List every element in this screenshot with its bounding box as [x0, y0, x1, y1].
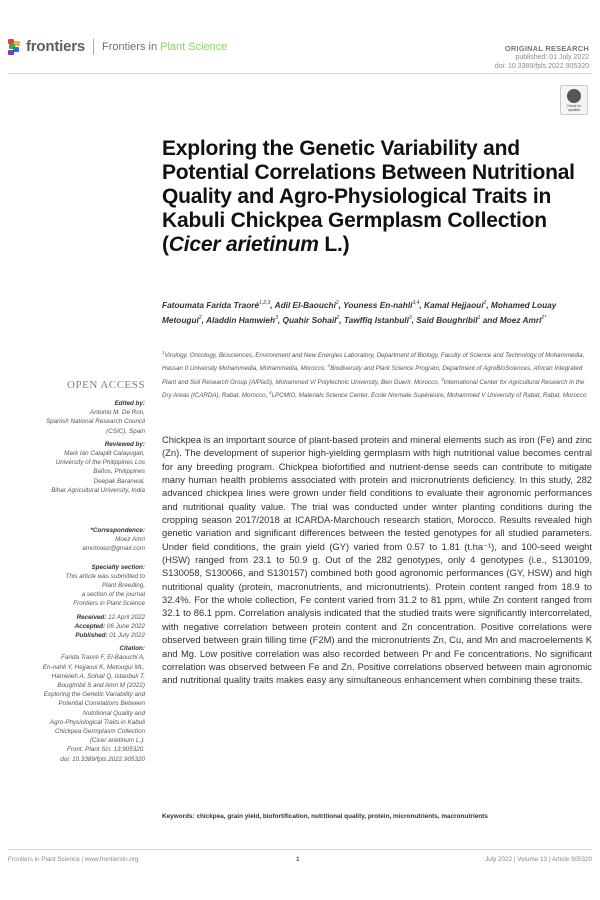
- author[interactable]: Quahir Sohail$^2$: [282, 315, 340, 326]
- author[interactable]: Kamal Hejjaoui$^2$: [424, 299, 487, 310]
- journal-header: [8, 38, 227, 55]
- reviewed-by-list: [8, 449, 145, 495]
- accepted-date: [8, 622, 145, 631]
- specialty-line: a section of the journal: [81, 591, 145, 599]
- author-affiliation-ref: 2: [336, 315, 340, 322]
- author[interactable]: Youness En-nahli$^{3,4}$: [343, 299, 420, 310]
- edited-by-section: [8, 399, 145, 495]
- citation-line: Front. Plant Sci. 13:905320.: [66, 746, 145, 754]
- accepted-label: Accepted:: [74, 622, 106, 630]
- footer-journal[interactable]: Frontiers in Plant Science | www.frontiersin.org: [8, 856, 139, 863]
- check-updates-label: Check for updates: [566, 104, 582, 112]
- citation-label: Citation:: [119, 645, 145, 653]
- author-affiliation-ref: 3: [408, 315, 412, 322]
- article-meta: [495, 44, 589, 71]
- citation-line: Farida Traoré F, El-Baouchi A,: [61, 654, 145, 662]
- correspondence-section: [8, 526, 145, 764]
- citation-line: Nutritional Quality and: [83, 709, 145, 717]
- affiliation-number: 4: [269, 389, 272, 395]
- title-main: Exploring the Genetic Variability and Potential Correlations Between Nutritional Quality and Agro-Physiological Traits in Kabuli Chickpea Germplasm Collection (: [162, 137, 575, 256]
- citation-line: Exploring the Genetic Variability and: [43, 691, 145, 699]
- journal-prefix: Frontiers in: [102, 40, 161, 53]
- header-rule: [8, 73, 592, 74]
- affiliation-number: 2: [327, 363, 331, 369]
- published-date: published: 01 July 2022: [515, 54, 589, 61]
- keywords: [162, 813, 592, 820]
- keywords-label: Keywords:: [162, 813, 197, 820]
- correspondence-label: *Correspondence:: [90, 527, 145, 534]
- editor-line: Spanish National Research Council: [45, 418, 145, 426]
- author-affiliation-ref: 2: [335, 300, 339, 306]
- author-affiliation-ref: 3,4: [412, 300, 420, 306]
- abstract: Chickpea is an important source of plant-based protein and mineral elements such as iron (Fe) and zinc (Zn). The development of superior high-yielding germplasm with high nutritional value becomes central for any breeding program. Chickpea biofortified and nutrient-dense seeds can contribute to mitigate many human health problems associated with protein and micronutrients deficiency. In this study, 282 advanced chickpea lines were grown under field conditions to evaluate their agronomic performances and nutritional quality value. The trial was conducted under winter planting conditions during the cropping season 2017/2018 at ICARDA-Marchouch research station, Morocco. Results revealed high genetic variation and significant differences between the tested genotypes for all studied parameters. Under field conditions, the grain yield (GY) varied from 0.57 to 1.81 (t.ha⁻¹), and 100-seed weight (HSW) ranged from 23.1 to 50.9 g. Out of the 282 genotypes, only 4 genotypes (i.e., S130109, S130058, S130066, and S130157) combined both good agronomic performances (GY, HSW) and high nutritional quality (protein, macronutrients, and micronutrients). Protein content ranged from 18.9 to 32.4%. For the whole collection, Fe content varied from 31.2 to 81 ppm, while Zn content ranged from 32.1 to 86.1 ppm. Correlation analysis indicated that the studied traits were significantly intercorrelated, with negative correlation between protein content and Zn concentration. Positive correlations were observed between grain filling time (F2M) and the micronutrients Zn, Cu, and Mn and macroelements K and Mg. Low positive correlation was also recorded between Pr and Fe concentrations. No significant correlation was observed between Fe and Zn. Positive correlations observed between main agronomic and nutritional quality traits makes easy any simultaneous enhancement when combining these traits.: [162, 434, 592, 686]
- title-end: L.): [318, 233, 350, 256]
- footer-issue: July 2022 | Volume 13 | Article 905320: [485, 856, 592, 863]
- author[interactable]: Adil El-Baouchi$^2$: [274, 299, 339, 310]
- author[interactable]: Moez Amri$^{2*}$: [499, 315, 547, 326]
- journal-accent: Plant Science: [160, 40, 228, 53]
- citation-line: Boughribil S and Amri M (2022): [57, 682, 145, 690]
- received-label: Received:: [76, 613, 107, 621]
- citation-list: [8, 653, 145, 763]
- doi[interactable]: doi: 10.3389/fpls.2022.905320: [494, 63, 589, 70]
- article-type: ORIGINAL RESEARCH: [504, 44, 589, 53]
- specialty-section-list: [8, 572, 145, 609]
- citation-line: doi: 10.3389/fpls.2022.905320: [60, 755, 145, 763]
- correspondence-line: amrimoez@gmail.com: [82, 545, 145, 553]
- reviewer-line: Baños, Philippines: [93, 468, 145, 476]
- affiliation: International Center for Agricultural Research in the Dry Areas (ICARDA), Rabat, Morocco,: [162, 378, 585, 399]
- open-access-label: OPEN ACCESS: [67, 379, 145, 391]
- author[interactable]: Mohamed Louay Metougui$^2$: [162, 299, 557, 326]
- author[interactable]: Tawffiq Istanbuli$^3$: [343, 315, 412, 326]
- specialty-line: Frontiers in Plant Science: [73, 600, 145, 608]
- page-number: 1: [296, 856, 300, 863]
- author[interactable]: Aladdin Hamwieh$^3$: [205, 315, 278, 326]
- reviewer-line: Bihar Agricultural University, India: [51, 486, 145, 494]
- author-list: Fatoumata Farida Traoré$^{1,2,3}$, Adil El-Baouchi$^2$, Youness En-nahli$^{3,4}$, Kamal Hejjaoui$^2$, Mohamed Louay Metougui$^2$, Aladdin Hamwieh$^3$, Quahir Sohail$^2$, Tawffiq Istanbuli$^3$, Said Boughribil$^1$ and Moez Amri$^{2*}$: [162, 299, 557, 326]
- editor-line: (CSIC), Spain: [106, 427, 145, 435]
- citation-line: Agro-Physiological Traits in Kabuli: [49, 718, 145, 726]
- brand-name[interactable]: frontiers: [26, 38, 86, 55]
- published-date-side: [8, 631, 145, 640]
- title-species: Cicer arietinum: [168, 233, 319, 256]
- specialty-line: Plant Breeding,: [101, 582, 145, 590]
- author-affiliation-ref: 2*: [541, 315, 547, 322]
- received-date: [8, 613, 145, 622]
- frontiers-logo-icon: [8, 39, 22, 55]
- edited-by-label: Edited by:: [114, 400, 145, 407]
- received-value: 12 April 2022: [106, 613, 145, 621]
- published-label: Published:: [75, 632, 108, 640]
- reviewer-line: Deepak Baranwal,: [93, 477, 145, 485]
- citation-line: Chickpea Germplasm Collection: [55, 728, 145, 736]
- citation-line: Potential Correlations Between: [58, 700, 145, 708]
- author-affiliation-ref: 2: [483, 300, 487, 306]
- affiliation-number: 3: [441, 376, 444, 382]
- journal-name[interactable]: [102, 41, 227, 53]
- author[interactable]: Fatoumata Farida Traoré$^{1,2,3}$: [162, 299, 271, 310]
- keywords-list: chickpea, grain yield, biofortification, nutritional quality, protein, micronutrients, macronutrients: [196, 813, 488, 820]
- citation-line: Hamwieh A, Sohail Q, Istanbuli T,: [51, 672, 145, 680]
- specialty-line: This article was submitted to: [65, 572, 145, 580]
- affiliation: LPCMIO, Materials Science Center, Ecole Normale Supérieure, Mohammed V University of Rabat, Rabat, Morocco: [271, 391, 587, 399]
- specialty-section-label: Specialty section:: [91, 563, 145, 571]
- accepted-value: 06 June 2022: [105, 622, 145, 630]
- reviewer-line: University of the Philippines Los: [55, 459, 145, 467]
- citation-line: (Cicer arietinum L.).: [89, 737, 145, 745]
- article-title: [162, 137, 592, 257]
- edited-by-list: [8, 408, 145, 436]
- editor-line: Antonio M. De Ron,: [90, 409, 145, 417]
- header-divider: [93, 39, 94, 55]
- check-updates-icon: [567, 89, 581, 103]
- reviewed-by-label: Reviewed by:: [104, 440, 145, 448]
- correspondence-line: Moez Amri: [115, 536, 145, 544]
- author-affiliation-ref: 1: [477, 315, 481, 322]
- author-affiliation-ref: 2: [198, 315, 202, 322]
- author[interactable]: Said Boughribil$^1$: [416, 315, 481, 326]
- affiliation-number: 1: [162, 350, 165, 355]
- check-for-updates-button[interactable]: [560, 85, 588, 115]
- author-affiliation-ref: 1,2,3: [259, 300, 271, 306]
- author-affiliation-ref: 3: [275, 315, 278, 322]
- affiliation: Biodiversity and Plant Science Program, Department of AgroBioSciences, African Integrated Plant and Soil Research Group (AfPlaS), Mohammed VI Polytechnic University, Ben Guerir, Morocco,: [162, 365, 583, 386]
- published-value: 01 July 2022: [107, 632, 145, 640]
- citation-line: En-nahli Y, Hejjaoui K, Metougui ML,: [42, 663, 145, 671]
- footer-rule: [8, 849, 592, 850]
- affiliation: Virology, Oncology, Biosciences, Environment and New Energies Laboratory, Department of Biology, Faculty of Science and Technology of Mohammedia, Hassan II University Mohammedia, Mohammedia, Morocco,: [162, 352, 585, 373]
- correspondence-list: [8, 535, 145, 553]
- affiliations: [162, 348, 592, 401]
- reviewer-line: Mark Ian Calaplit Calayugan,: [64, 450, 145, 458]
